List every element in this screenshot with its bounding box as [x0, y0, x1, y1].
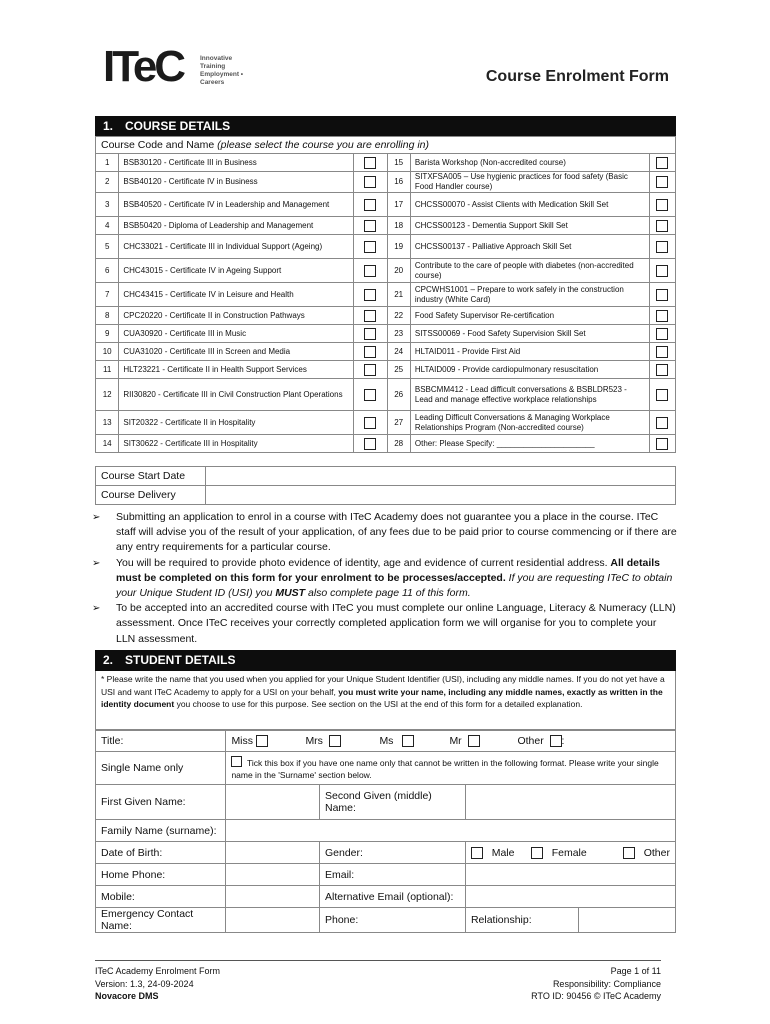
course-name: SITSS00069 - Food Safety Supervision Skill Set [410, 325, 649, 343]
female-checkbox[interactable] [531, 847, 543, 859]
section-title: COURSE DETAILS [125, 119, 231, 133]
course-checkbox[interactable] [656, 199, 668, 211]
course-checkbox[interactable] [364, 220, 376, 232]
page-footer [95, 960, 661, 1001]
title-option-mr[interactable] [449, 735, 517, 747]
title-option-miss[interactable] [231, 735, 305, 747]
male-checkbox[interactable] [471, 847, 483, 859]
course-number: 8 [96, 307, 119, 325]
note-item [92, 601, 677, 647]
course-checkbox-cell [354, 343, 388, 361]
delivery-row [96, 486, 676, 505]
course-name: HLT23221 - Certificate II in Health Support Services [119, 361, 354, 379]
course-checkbox-cell [649, 235, 675, 259]
gender-options [465, 842, 675, 864]
start-date-field[interactable] [206, 467, 676, 486]
footer-form-name: ITeC Academy Enrolment Form [95, 966, 221, 976]
emergency-name-field[interactable] [226, 908, 320, 933]
course-checkbox[interactable] [656, 176, 668, 188]
course-header-note: (please select the course you are enrolling in) [217, 139, 430, 151]
course-checkbox[interactable] [656, 157, 668, 169]
course-name: HLTAID009 - Provide cardiopulmonary resuscitation [410, 361, 649, 379]
emergency-label: Emergency Contact Name: [96, 908, 226, 933]
course-row [96, 172, 676, 193]
gender-option-label: Male [491, 846, 515, 859]
course-checkbox-cell [354, 172, 388, 193]
gender-option-label: Other [643, 846, 670, 859]
enrolment-notes [92, 510, 677, 647]
course-number: 1 [96, 154, 119, 172]
course-row [96, 307, 676, 325]
footer-rto: RTO ID: 90456 © ITeC Academy [531, 991, 661, 1001]
course-checkbox-cell [354, 283, 388, 307]
course-name: CPCWHS1001 – Prepare to work safely in the construction industry (White Card) [410, 283, 649, 307]
single-name-note: Tick this box if you have one name only that cannot be written in the following format. Please write your single name in the 'Surname' section below. [231, 757, 659, 780]
course-number: 4 [96, 217, 119, 235]
start-date-label: Course Start Date [96, 467, 206, 486]
course-name: CPC20220 - Certificate II in Construction Pathways [119, 307, 354, 325]
single-name-row [96, 752, 676, 785]
document-title: Course Enrolment Form [485, 68, 669, 85]
course-checkbox[interactable] [364, 310, 376, 322]
course-row [96, 259, 676, 283]
title-options [226, 731, 676, 752]
title-option-label: Other [517, 735, 544, 747]
course-row [96, 411, 676, 435]
course-checkbox-cell [354, 435, 388, 453]
course-checkbox[interactable] [656, 265, 668, 277]
course-number: 9 [96, 325, 119, 343]
usi-bold-text: you must write your name, including any middle names, exactly as written in the identity document [101, 686, 663, 709]
course-checkbox[interactable] [364, 438, 376, 450]
course-checkbox[interactable] [364, 346, 376, 358]
usi-text: * Please write the name that you used when you applied for your Unique Student Identifier (USI), including any middle names. If you do not yet have a USI and want ITeC Academy to apply for a USI on your behalf, [101, 674, 665, 697]
mr-checkbox[interactable] [468, 735, 480, 747]
course-number: 25 [387, 361, 410, 379]
second-given-label: Second Given (middle) Name: [320, 785, 466, 820]
title-option-mrs[interactable] [305, 735, 379, 747]
course-number: 19 [387, 235, 410, 259]
home-phone-field[interactable] [226, 864, 320, 886]
course-number: 5 [96, 235, 119, 259]
course-name: Food Safety Supervisor Re-certification [410, 307, 649, 325]
note-text: You will be required to provide photo evidence of identity, age and evidence of current residential address. [116, 556, 611, 569]
course-number: 20 [387, 259, 410, 283]
course-checkbox-cell [649, 154, 675, 172]
mobile-label: Mobile: [96, 886, 226, 908]
course-row [96, 193, 676, 217]
course-row [96, 435, 676, 453]
note-bold-text: All details must be completed on this form for your enrolment to be processes/accepted. [116, 556, 661, 584]
course-checkbox-cell [649, 283, 675, 307]
course-checkbox-cell [354, 235, 388, 259]
course-code-name-header [96, 137, 676, 154]
family-name-field[interactable] [226, 820, 676, 842]
footer-version: Version: 1.3, 24-09-2024 [95, 978, 194, 989]
alt-email-label: Alternative Email (optional): [320, 886, 466, 908]
course-selection-table [95, 136, 676, 453]
title-label: Title: [96, 731, 226, 752]
course-name: CUA31020 - Certificate III in Screen and Media [119, 343, 354, 361]
title-row [96, 731, 676, 752]
course-number: 17 [387, 193, 410, 217]
mobile-row [96, 886, 676, 908]
other-gender-checkbox[interactable] [623, 847, 635, 859]
course-name: RII30820 - Certificate III in Civil Construction Plant Operations [119, 379, 354, 411]
course-number: 2 [96, 172, 119, 193]
phone-label: Phone: [320, 908, 466, 933]
footer-left [95, 965, 220, 1003]
gender-option-other[interactable] [623, 847, 670, 859]
single-name-label: Single Name only [96, 752, 226, 785]
course-name: Leading Difficult Conversations & Managing Workplace Relationships Program (Non-accredited course) [410, 411, 649, 435]
course-name: Other: Please Specify: ______________________ [410, 435, 649, 453]
course-checkbox[interactable] [656, 310, 668, 322]
relationship-label: Relationship: [465, 908, 578, 933]
course-checkbox-cell [354, 193, 388, 217]
dob-field[interactable] [226, 842, 320, 864]
section-number: 1. [103, 119, 114, 133]
course-checkbox[interactable] [364, 199, 376, 211]
course-name: Contribute to the care of people with diabetes (non-accredited course) [410, 259, 649, 283]
course-checkbox-cell [649, 307, 675, 325]
course-number: 6 [96, 259, 119, 283]
course-checkbox[interactable] [656, 241, 668, 253]
course-name: BSB30120 - Certificate III in Business [119, 154, 354, 172]
course-checkbox[interactable] [656, 220, 668, 232]
course-row [96, 325, 676, 343]
course-name: CHC43415 - Certificate IV in Leisure and Health [119, 283, 354, 307]
section-student-details-header [95, 650, 676, 671]
course-name: Barista Workshop (Non-accredited course) [410, 154, 649, 172]
course-name: CUA30920 - Certificate III in Music [119, 325, 354, 343]
footer-page-number: Page 1 of 11 [610, 966, 661, 976]
arrow-bullet-icon: ➢ [92, 557, 101, 569]
course-name: CHCSS00070 - Assist Clients with Medication Skill Set [410, 193, 649, 217]
course-checkbox[interactable] [364, 241, 376, 253]
course-checkbox-cell [354, 259, 388, 283]
title-option-label: Mr [449, 735, 462, 747]
footer-dms: Novacore DMS [95, 991, 159, 1001]
course-row [96, 217, 676, 235]
title-option-label: Miss [231, 735, 254, 747]
first-given-field[interactable] [226, 785, 320, 820]
course-checkbox-cell [649, 411, 675, 435]
note-item [92, 510, 677, 556]
title-option-label: Mrs [305, 735, 323, 747]
phone-email-row [96, 864, 676, 886]
course-number: 15 [387, 154, 410, 172]
other-suffix: : [561, 735, 565, 747]
course-number: 21 [387, 283, 410, 307]
course-name: CHC33021 - Certificate III in Individual Support (Ageing) [119, 235, 354, 259]
course-checkbox[interactable] [656, 346, 668, 358]
usi-text: you choose to use for this purpose. See section on the USI at the end of this form for a detailed explanation. [174, 699, 583, 709]
course-checkbox-cell [354, 379, 388, 411]
course-name: BSB50420 - Diploma of Leadership and Management [119, 217, 354, 235]
course-name: SIT30622 - Certificate III in Hospitality [119, 435, 354, 453]
miss-checkbox[interactable] [256, 735, 268, 747]
dob-gender-row [96, 842, 676, 864]
arrow-bullet-icon: ➢ [92, 603, 101, 615]
note-italic-text: If you are requesting ITeC to obtain your Unique Student ID (USI) you [116, 571, 673, 600]
footer-right [531, 965, 661, 1003]
course-row [96, 361, 676, 379]
course-schedule-table [95, 466, 676, 505]
course-checkbox-cell [649, 325, 675, 343]
course-checkbox[interactable] [656, 289, 668, 301]
course-checkbox[interactable] [656, 417, 668, 429]
section-title: STUDENT DETAILS [125, 653, 236, 667]
course-number: 24 [387, 343, 410, 361]
course-checkbox-cell [649, 435, 675, 453]
course-number: 18 [387, 217, 410, 235]
course-number: 11 [96, 361, 119, 379]
course-checkbox[interactable] [364, 328, 376, 340]
dob-label: Date of Birth: [96, 842, 226, 864]
course-checkbox-cell [354, 411, 388, 435]
arrow-bullet-icon: ➢ [92, 512, 101, 523]
course-row [96, 283, 676, 307]
course-checkbox-cell [649, 343, 675, 361]
ms-checkbox[interactable] [402, 735, 414, 747]
course-checkbox-cell [354, 217, 388, 235]
course-number: 13 [96, 411, 119, 435]
gender-option-label: Female [551, 846, 587, 859]
logo-tagline-line: Training [200, 63, 226, 70]
note-emphasis: MUST [275, 587, 306, 600]
first-given-label: First Given Name: [96, 785, 226, 820]
course-number: 22 [387, 307, 410, 325]
home-phone-label: Home Phone: [96, 864, 226, 886]
mrs-checkbox[interactable] [329, 735, 341, 747]
student-details-table [95, 730, 676, 933]
title-option-label: Ms [379, 735, 394, 747]
course-row [96, 343, 676, 361]
course-number: 23 [387, 325, 410, 343]
single-name-checkbox[interactable] [231, 756, 242, 767]
course-name: SIT20322 - Certificate II in Hospitality [119, 411, 354, 435]
course-checkbox-cell [649, 217, 675, 235]
logo-tagline-line: Employment • [200, 71, 244, 78]
mobile-field[interactable] [226, 886, 320, 908]
single-name-cell [226, 752, 676, 785]
course-number: 7 [96, 283, 119, 307]
note-item [92, 556, 677, 602]
course-checkbox[interactable] [364, 417, 376, 429]
title-option-ms[interactable] [379, 735, 449, 747]
course-checkbox[interactable] [364, 389, 376, 401]
course-name: CHCSS00137 - Palliative Approach Skill Set [410, 235, 649, 259]
course-checkbox-cell [649, 379, 675, 411]
course-name: HLTAID011 - Provide First Aid [410, 343, 649, 361]
logo-tagline-line: Careers [200, 79, 225, 86]
course-row [96, 379, 676, 411]
delivery-field[interactable] [206, 486, 676, 505]
gender-option-female[interactable] [531, 847, 623, 859]
course-checkbox[interactable] [656, 364, 668, 376]
other-title-checkbox[interactable] [550, 735, 562, 747]
course-checkbox[interactable] [656, 389, 668, 401]
course-checkbox-cell [649, 361, 675, 379]
course-row [96, 235, 676, 259]
note-italic-text: also complete page 11 of this form. [305, 587, 471, 600]
course-row [96, 154, 676, 172]
alt-email-field[interactable] [465, 886, 675, 908]
course-name: CHCSS00123 - Dementia Support Skill Set [410, 217, 649, 235]
course-checkbox[interactable] [364, 289, 376, 301]
emergency-row [96, 908, 676, 933]
course-checkbox-cell [354, 154, 388, 172]
logo-mark: ITeC [103, 42, 184, 91]
course-checkbox[interactable] [656, 328, 668, 340]
course-name: SITXFSA005 – Use hygienic practices for food safety (Basic Food Handler course) [410, 172, 649, 193]
gender-option-male[interactable] [471, 847, 531, 859]
course-checkbox-cell [649, 193, 675, 217]
family-name-row [96, 820, 676, 842]
note-text: Submitting an application to enrol in a course with ITeC Academy does not guarantee you a place in the course. ITeC staff will advise you of the result of your application, of any fees due to be paid prior to course commencing or if there are any entry requirements for a particular course. [116, 511, 677, 554]
footer-responsibility: Responsibility: Compliance [552, 978, 661, 989]
title-option-other[interactable] [517, 735, 564, 747]
course-name: BSBCMM412 - Lead difficult conversations & BSBLDR523 - Lead and manage effective workplace relationships [410, 379, 649, 411]
course-header-text: Course Code and Name [101, 139, 218, 151]
relationship-field[interactable] [579, 908, 676, 933]
course-checkbox-cell [354, 307, 388, 325]
course-name: CHC43015 - Certificate IV in Ageing Support [119, 259, 354, 283]
course-checkbox[interactable] [364, 157, 376, 169]
course-checkbox[interactable] [364, 265, 376, 277]
course-checkbox-cell [649, 259, 675, 283]
course-checkbox-cell [354, 361, 388, 379]
course-checkbox-cell [354, 325, 388, 343]
usi-instructions [95, 671, 676, 730]
family-name-label: Family Name (surname): [96, 820, 226, 842]
course-number: 14 [96, 435, 119, 453]
logo-tagline-line: Innovative [200, 55, 233, 62]
course-number: 27 [387, 411, 410, 435]
course-checkbox[interactable] [656, 438, 668, 450]
delivery-label: Course Delivery [96, 486, 206, 505]
course-name: BSB40120 - Certificate IV in Business [119, 172, 354, 193]
course-checkbox[interactable] [364, 364, 376, 376]
logo-tagline [200, 55, 243, 87]
course-checkbox-cell [649, 172, 675, 193]
note-text: To be accepted into an accredited course with ITeC you must complete our online Language, Literacy & Numeracy (LLN) assessment. Once ITeC receives your correctly completed application form we will organise for you to complete your LLN assessment. [116, 602, 676, 645]
course-table-header [96, 137, 676, 154]
course-number: 12 [96, 379, 119, 411]
course-number: 10 [96, 343, 119, 361]
course-number: 3 [96, 193, 119, 217]
course-number: 16 [387, 172, 410, 193]
itec-logo [103, 42, 263, 91]
course-name: BSB40520 - Certificate IV in Leadership and Management [119, 193, 354, 217]
course-number: 26 [387, 379, 410, 411]
second-given-field[interactable] [465, 785, 675, 820]
section-course-details-header [95, 116, 676, 137]
course-number: 28 [387, 435, 410, 453]
start-date-row [96, 467, 676, 486]
course-checkbox[interactable] [364, 176, 376, 188]
gender-label: Gender: [320, 842, 466, 864]
email-label: Email: [320, 864, 466, 886]
given-names-row [96, 785, 676, 820]
email-field[interactable] [465, 864, 675, 886]
section-number: 2. [103, 653, 114, 667]
